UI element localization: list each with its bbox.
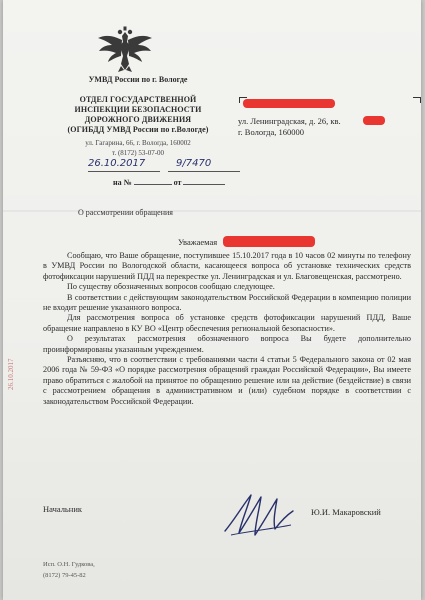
side-registration-stamp: 26.10.2017 <box>7 358 15 390</box>
greeting <box>178 237 217 247</box>
reference-date-label: от <box>173 178 182 187</box>
recipient-address-line: ул. Ленинградская, д. 26, кв. <box>238 116 341 126</box>
signer-name: Ю.И. Макаровский <box>311 507 381 517</box>
recipient-city-line: г. Вологда, 160000 <box>238 127 304 137</box>
letter-sheet <box>3 0 421 600</box>
body-paragraph: Сообщаю, что Ваше обращение, поступившее 15.10.2017 года в 10 часов 02 минуты по телефону в УМВД России по Вологодской области, касающееся вопроса об установке технических средств фотофиксации нарушений ПДД на перекрестке ул. Ленинградская и ул. Благовещенская, рассмотрено. <box>43 251 411 281</box>
department-line: (ОГИБДД УМВД России по г.Вологде) <box>67 125 209 134</box>
department-line: ИНСПЕКЦИИ БЕЗОПАСНОСТИ <box>74 105 202 114</box>
letter-body <box>43 251 411 407</box>
body-paragraph: Разъясняю, что в соответствии с требованиями части 4 статьи 5 Федерального закона от 02 мая 2006 года № 59-ФЗ «О порядке рассмотрения обращений граждан Российской Федерации», Вы имеете право обратиться с жалобой на принятое по обращению решение или на действие (бездействие) в связи с рассмотрением обращения в административном и (или) судебном порядке в соответствии с законодательством Российской Федерации. <box>43 355 411 406</box>
handwritten-signature <box>221 485 296 541</box>
body-paragraph: Для рассмотрения вопроса об установке средств фотофиксации нарушений ПДД, Ваше обращение направлено в КУ ВО «Центр обеспечения региональной безопасности». <box>43 313 411 333</box>
issuing-organization: УМВД России по г. Вологде <box>88 75 188 84</box>
double-headed-eagle-emblem <box>96 26 154 74</box>
handwritten-number: 9/7470 <box>176 158 212 169</box>
reference-number-label: на № <box>113 178 132 187</box>
department-address: ул. Гагарина, 66, г. Вологда, 160002 <box>85 139 191 147</box>
handwritten-date: 26.10.2017 <box>88 158 146 169</box>
outgoing-registration <box>88 158 248 174</box>
number-underline <box>168 171 240 172</box>
body-paragraph: В соответствии с действующим законодательством Российской Федерации в компенцию полиции не входит решение указанного вопроса. <box>43 292 411 313</box>
department-phone: т. (8172) 53-07-00 <box>111 149 165 157</box>
body-paragraph: О результатах рассмотрения обозначенного вопроса Вы будете дополнительно проинформированы указанным учреждением. <box>43 334 411 354</box>
redacted-addressee-name <box>223 236 315 247</box>
paper-crease <box>3 210 421 212</box>
executor-phone: (8172) 79-45-82 <box>43 572 86 579</box>
reference-line <box>113 178 225 187</box>
department-line: ДОРОЖНОГО ДВИЖЕНИЯ <box>84 115 192 124</box>
department-line: ОТДЕЛ ГОСУДАРСТВЕННОЙ <box>79 95 197 104</box>
redacted-recipient-name <box>243 99 335 108</box>
executor-name: Исп. О.Н. Гудкова, <box>43 561 95 568</box>
date-underline <box>88 171 160 172</box>
address-corner-mark <box>413 97 421 103</box>
greeting-word: Уважаемая <box>178 237 218 247</box>
letter-subject: О рассмотрении обращения <box>78 208 173 217</box>
department-name <box>43 95 233 135</box>
signer-title: Начальник <box>43 504 83 514</box>
redacted-apartment-number <box>363 116 385 125</box>
body-paragraph: По существу обозначенных вопросов сообщаю следующее. <box>67 282 275 292</box>
